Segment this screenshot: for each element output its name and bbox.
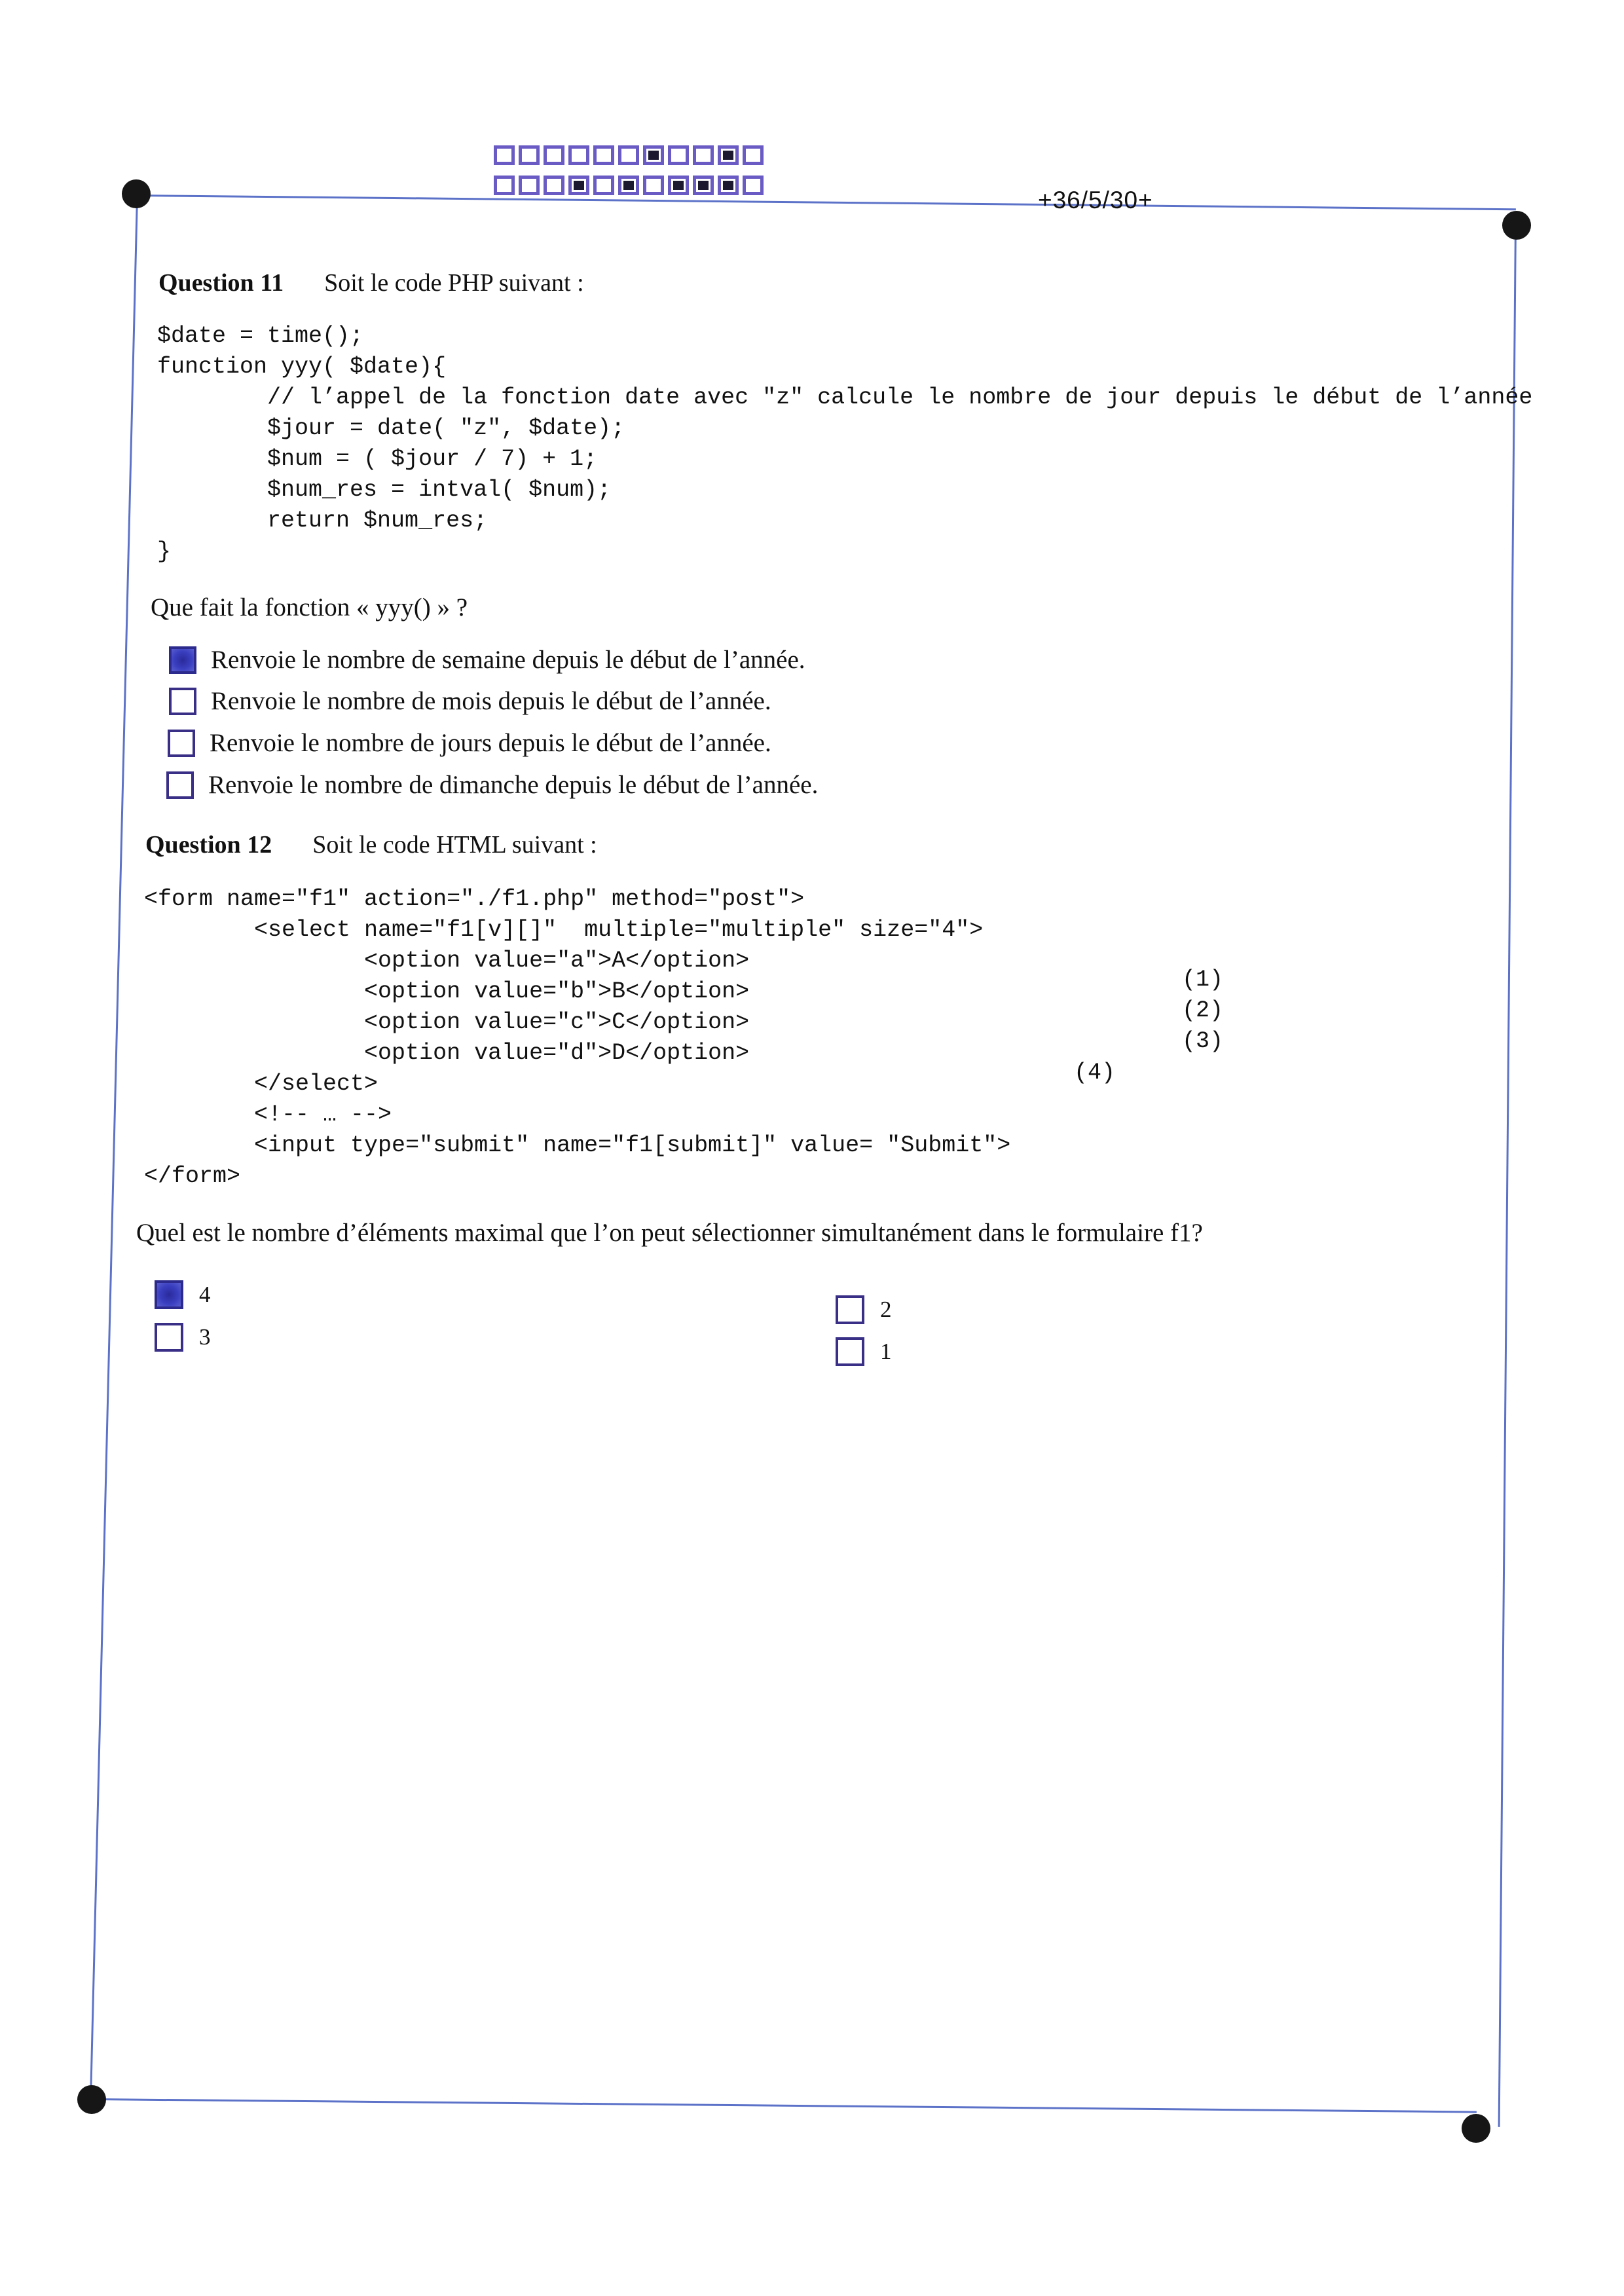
q11-code-line: // l’appel de la fonction date avec "z" calcule le nombre de jour depuis le début de l’année <box>157 384 1533 411</box>
code-box <box>568 176 589 195</box>
corner-mark-bottom-left <box>77 2085 106 2114</box>
code-box <box>494 176 515 195</box>
corner-mark-top-left <box>122 179 151 208</box>
checkbox[interactable] <box>836 1295 864 1324</box>
checkbox[interactable] <box>155 1323 183 1352</box>
question-11-number: Question 11 <box>158 269 284 297</box>
q12-code-line: </select> <box>144 1071 378 1097</box>
question-11-heading <box>158 268 584 297</box>
marker-2: (2) <box>1182 997 1224 1024</box>
q12-code-line: <option value="d">D</option> <box>144 1040 750 1066</box>
code-box <box>494 145 515 165</box>
q12-code-line: <option value="c">C</option> <box>144 1009 750 1035</box>
corner-mark-top-right <box>1502 211 1531 240</box>
q12-choice[interactable] <box>155 1323 211 1352</box>
q12-code-line: <input type="submit" name="f1[submit]" value= "Submit"> <box>144 1132 1011 1158</box>
question-12-number: Question 12 <box>145 831 272 859</box>
marker-4: (4) <box>1074 1060 1116 1086</box>
q12-code-line: </form> <box>144 1163 241 1189</box>
q11-choice-label: Renvoie le nombre de mois depuis le début de l’année. <box>211 687 771 715</box>
question-12-prompt: Quel est le nombre d’éléments maximal que l’on peut sélectionner simultanément dans le formulaire f1? <box>136 1219 1203 1247</box>
q12-code-line: <form name="f1" action="./f1.php" method="post"> <box>144 886 805 912</box>
q11-choice[interactable] <box>169 645 805 675</box>
code-box <box>718 145 739 165</box>
code-box <box>544 145 564 165</box>
q11-code-line: $jour = date( "z", $date); <box>157 415 625 441</box>
q11-choice-label: Renvoie le nombre de dimanche depuis le début de l’année. <box>208 771 819 799</box>
q11-choice-label: Renvoie le nombre de semaine depuis le début de l’année. <box>211 646 805 674</box>
code-box <box>693 176 714 195</box>
q12-choice[interactable] <box>836 1337 892 1366</box>
q12-code-line: <!-- … --> <box>144 1102 392 1128</box>
checkbox[interactable] <box>836 1337 864 1366</box>
q12-choice[interactable] <box>836 1295 892 1324</box>
page-code-boxes-row-2 <box>494 176 767 195</box>
question-12-code <box>144 884 1010 1192</box>
q12-code-line: <option value="b">B</option> <box>144 978 750 1005</box>
code-box <box>519 145 540 165</box>
checkbox[interactable] <box>169 688 196 715</box>
marker-1: (1) <box>1182 967 1224 993</box>
code-box <box>593 145 614 165</box>
question-11-code <box>157 321 1532 567</box>
q12-choice-label: 3 <box>199 1324 211 1350</box>
code-box <box>668 176 689 195</box>
code-box <box>743 145 764 165</box>
question-12-heading <box>145 830 597 859</box>
question-12-intro: Soit le code HTML suivant : <box>312 831 597 859</box>
q11-code-line: $num_res = intval( $num); <box>157 477 612 503</box>
checkbox[interactable] <box>168 730 195 757</box>
q11-choice[interactable] <box>169 686 771 716</box>
frame-left-line <box>90 196 138 2098</box>
code-box <box>544 176 564 195</box>
q11-choice[interactable] <box>166 770 818 800</box>
code-box <box>593 176 614 195</box>
code-box <box>618 176 639 195</box>
q12-choice[interactable] <box>155 1280 211 1309</box>
code-box <box>743 176 764 195</box>
q11-choice[interactable] <box>168 728 771 758</box>
code-box <box>618 145 639 165</box>
code-box <box>519 176 540 195</box>
q11-code-line: $num = ( $jour / 7) + 1; <box>157 446 598 472</box>
code-box <box>643 176 664 195</box>
q12-choice-label: 1 <box>880 1339 892 1364</box>
page-code-boxes-row-1 <box>494 145 767 165</box>
code-box <box>718 176 739 195</box>
checkbox[interactable] <box>166 771 194 799</box>
page-id: +36/5/30+ <box>1038 187 1153 213</box>
code-box <box>568 145 589 165</box>
corner-mark-bottom-right <box>1462 2114 1490 2143</box>
question-11-intro: Soit le code PHP suivant : <box>324 269 584 297</box>
frame-bottom-line <box>92 2098 1477 2113</box>
q11-code-line: return $num_res; <box>157 508 488 534</box>
question-11-prompt: Que fait la fonction « yyy() » ? <box>151 593 468 621</box>
code-box <box>668 145 689 165</box>
q11-code-line: $date = time(); <box>157 323 364 349</box>
q11-code-line: function yyy( $date){ <box>157 354 447 380</box>
q11-choice-label: Renvoie le nombre de jours depuis le début de l’année. <box>210 729 771 757</box>
checkbox[interactable] <box>155 1280 183 1309</box>
q12-code-line: <option value="a">A</option> <box>144 948 750 974</box>
q12-choice-label: 4 <box>199 1282 211 1307</box>
marker-3: (3) <box>1182 1028 1224 1054</box>
code-box <box>643 145 664 165</box>
code-box <box>693 145 714 165</box>
q12-choice-label: 2 <box>880 1297 892 1322</box>
frame-top-line <box>138 194 1516 210</box>
q12-code-line: <select name="f1[v][]" multiple="multiple" size="4"> <box>144 917 984 943</box>
checkbox[interactable] <box>169 646 196 674</box>
q11-code-line: } <box>157 538 172 565</box>
